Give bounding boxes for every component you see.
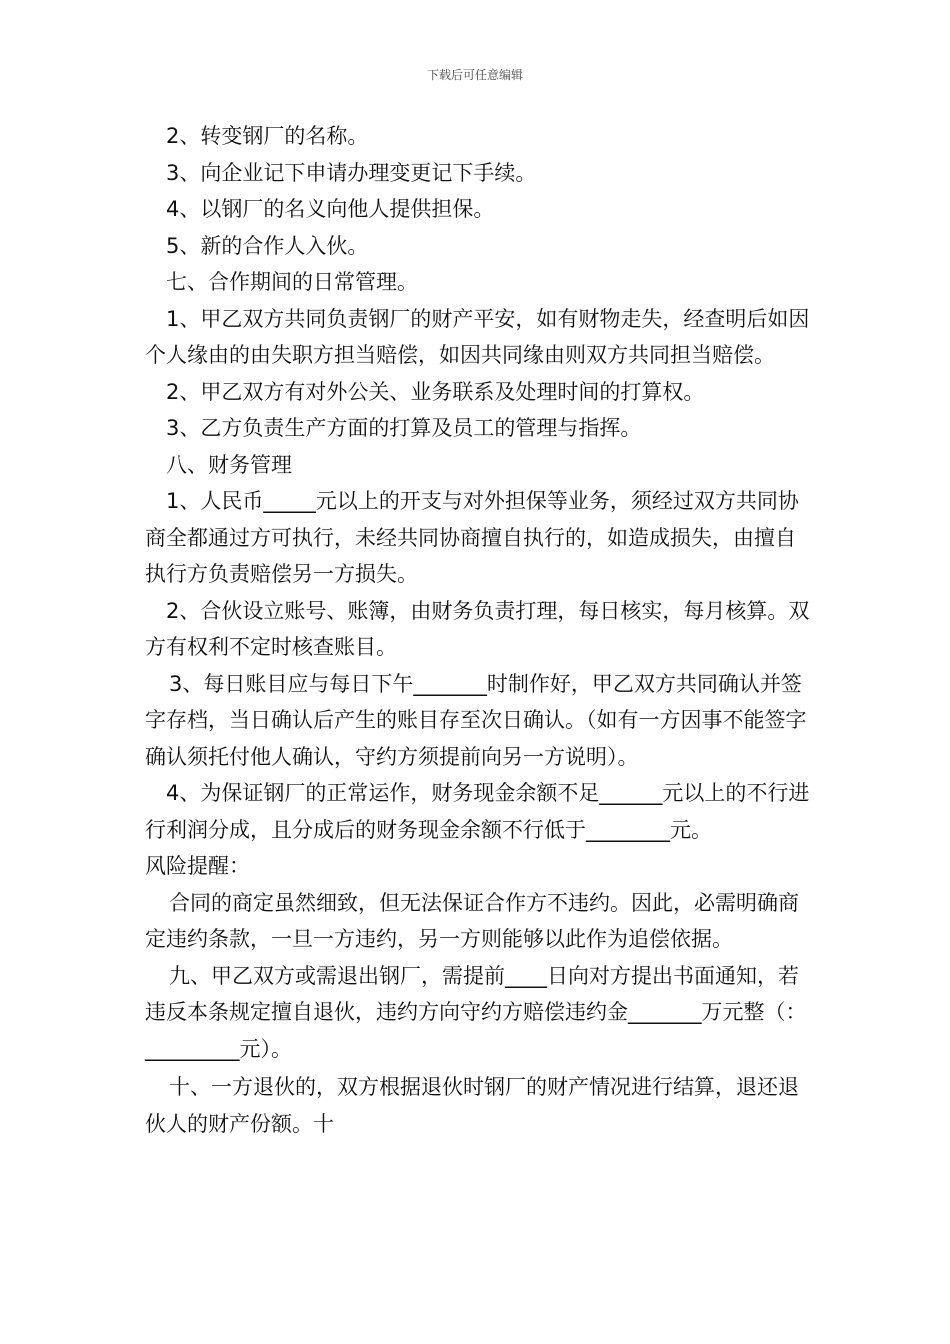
page-header: 下载后可任意编辑 bbox=[426, 68, 523, 82]
document-body bbox=[145, 118, 815, 1142]
paragraph-item-5: 5、新的合作人入伙。 bbox=[166, 233, 369, 258]
paragraph-item-3: 3、向企业记下申请办理变更记下手续。 bbox=[166, 160, 537, 185]
paragraph-7-1: 1、甲乙双方共同负责钢厂的财产平安，如有财物走失，经查明后如因个人缘由的由失职方担当赔偿，如因共同缘由则双方共同担当赔偿。 bbox=[145, 306, 810, 367]
paragraph-8-3: 3、每日账目应与每日下午_______时制作好，甲乙双方共同确认并签字存档，当日确认后产生的账目存至次日确认。（如有一方因事不能签字确认须托付他人确认，守约方须提前向另一方说明）。 bbox=[145, 671, 807, 769]
risk-reminder-heading: 风险提醒： bbox=[145, 854, 250, 878]
paragraph-7-2: 2、甲乙双方有对外公关、业务联系及处理时间的打算权。 bbox=[166, 379, 705, 404]
paragraph-8-4: 4、为保证钢厂的正常运作，财务现金余额不足______元以上的不行进行利润分成，且分成后的财务现金余额不行低于________元。 bbox=[145, 781, 810, 842]
section-9: 九、甲乙双方或需退出钢厂，需提前____日向对方提出书面通知，若违反本条规定擅自退伙，违约方向守约方赔偿违约金_______万元整（：_________元）。 bbox=[145, 963, 807, 1061]
paragraph-8-1: 1、人民币_____元以上的开支与对外担保等业务，须经过双方共同协商全都通过方可执行，未经共同协商擅自执行的，如造成损失，由擅自执行方负责赔偿另一方损失。 bbox=[145, 489, 799, 586]
section-heading-7: 七、合作期间的日常管理。 bbox=[166, 270, 418, 294]
section-heading-8: 八、财务管理 bbox=[166, 452, 292, 477]
paragraph-8-2: 2、合伙设立账号、账簿，由财务负责打理，每日核实，每月核算。双方有权利不定时核查账目。 bbox=[145, 598, 810, 659]
section-10: 十、一方退伙的，双方根据退伙时钢厂的财产情况进行结算，退还退伙人的财产份额。十 bbox=[145, 1075, 799, 1136]
paragraph-item-2: 2、转变钢厂的名称。 bbox=[166, 124, 369, 148]
paragraph-item-4: 4、以钢厂的名义向他人提供担保。 bbox=[166, 197, 495, 221]
risk-reminder-text: 合同的商定虽然细致，但无法保证合作方不违约。因此，必需明确商定违约条款，一旦一方违约，另一方则能够以此作为追偿依据。 bbox=[145, 890, 799, 951]
paragraph-7-3: 3、乙方负责生产方面的打算及员工的管理与指挥。 bbox=[166, 416, 642, 440]
